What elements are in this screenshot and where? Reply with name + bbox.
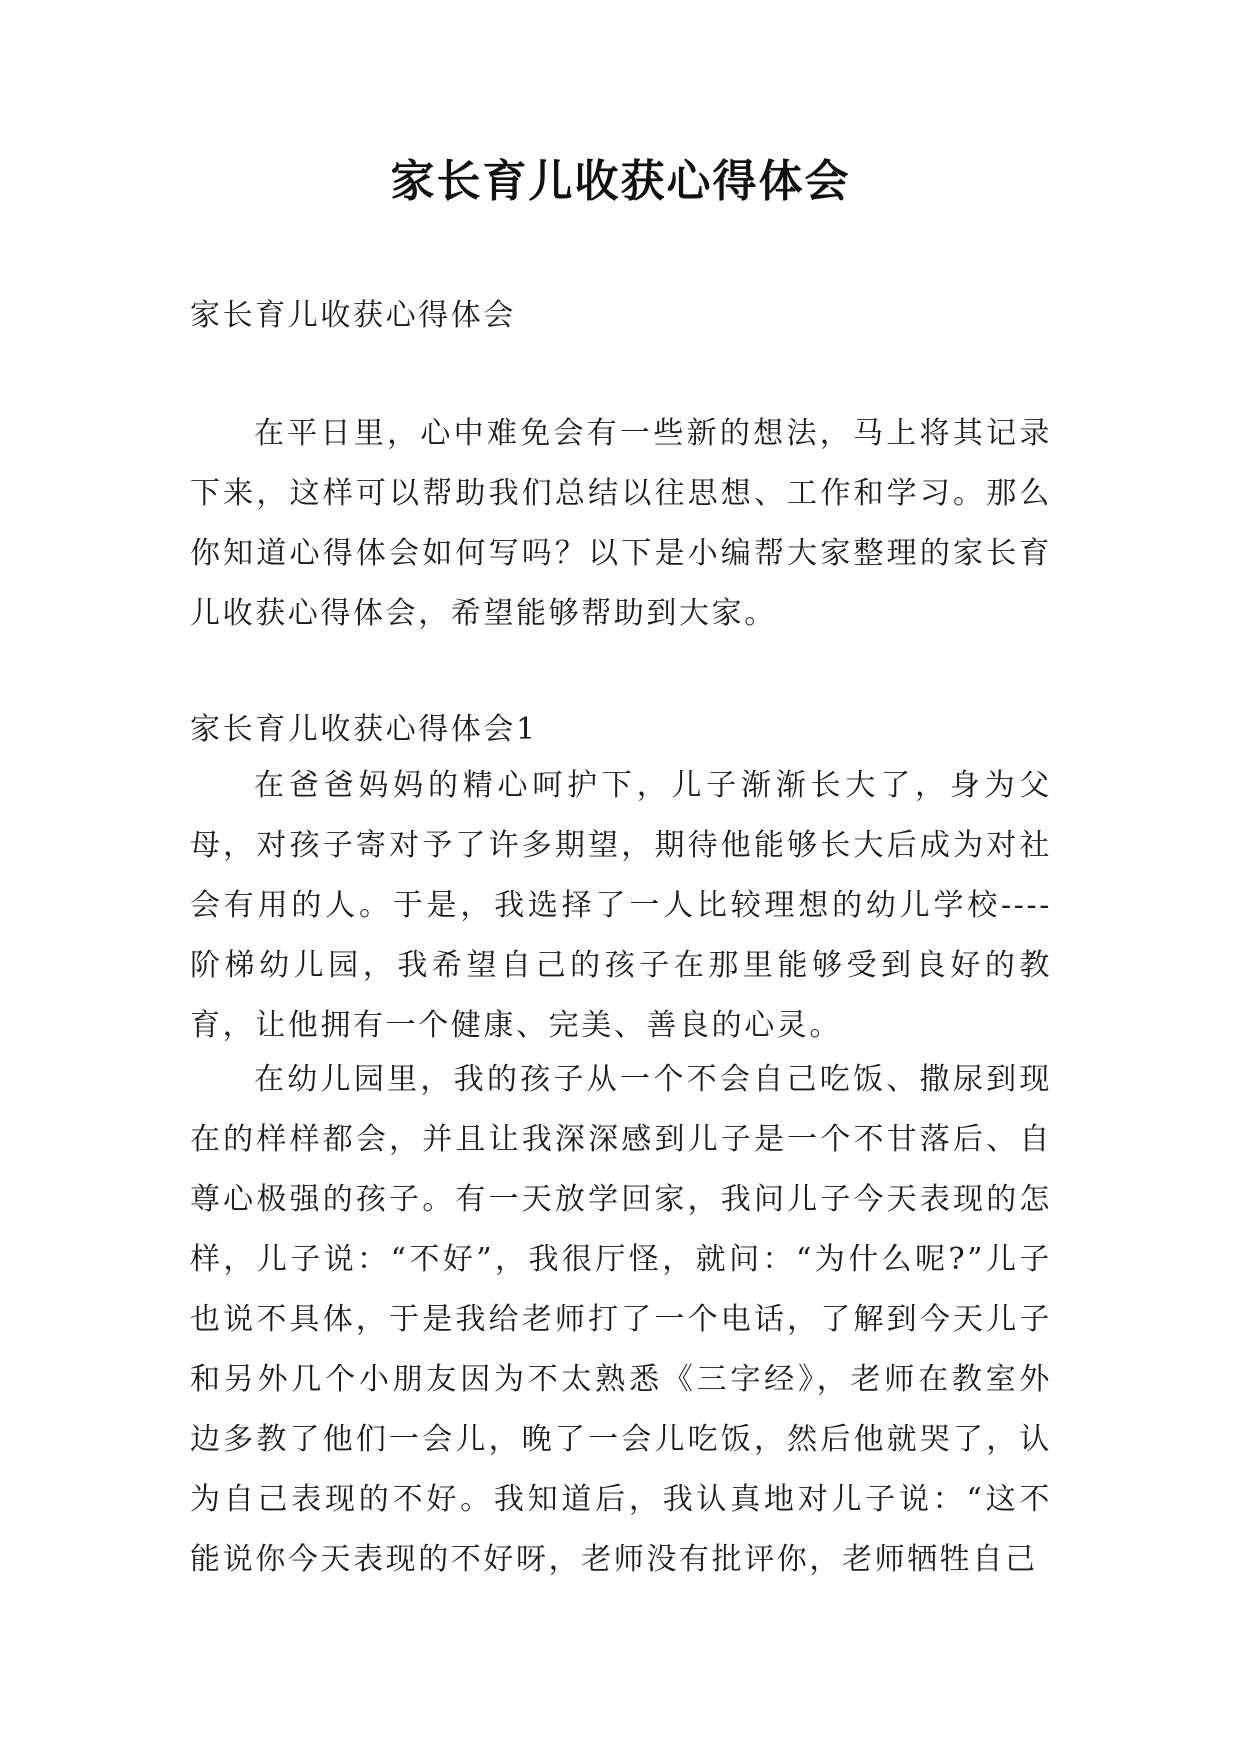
body-paragraph: 在爸爸妈妈的精心呵护下，儿子渐渐长大了，身为父母，对孩子寄对予了许多期望，期待他能够长大后成为对社会有用的人。于是，我选择了一人比较理想的幼儿学校----阶梯幼儿园，我希望自己的孩子在那里能够受到良好的教育，让他拥有一个健康、完美、善良的心灵。: [190, 768, 1052, 1043]
section-heading: 家长育儿收获心得体会1: [190, 712, 538, 747]
intro-paragraph: 在平日里，心中难免会有一些新的想法，马上将其记录下来，这样可以帮助我们总结以往思想、工作和学习。那么你知道心得体会如何写吗？以下是小编帮大家整理的家长育儿收获心得体会，希望能够帮助到大家。: [190, 416, 1052, 631]
body-paragraph: 在幼儿园里，我的孩子从一个不会自己吃饭、撒尿到现在的样样都会，并且让我深深感到儿子是一个不甘落后、自尊心极强的孩子。有一天放学回家，我问儿子今天表现的怎样，儿子说：“不好”，我很厅怪，就问：“为什么呢?”儿子也说不具体，于是我给老师打了一个电话，了解到今天儿子和另外几个小朋友因为不太熟悉《三字经》，老师在教室外边多教了他们一会儿，晚了一会儿吃饭，然后他就哭了，认为自己表现的不好。我知道后，我认真地对儿子说：“这不能说你今天表现的不好呀，老师没有批评你，老师牺牲自己: [190, 1062, 1052, 1577]
document-subtitle: 家长育儿收获心得体会: [190, 298, 516, 333]
document-title: 家长育儿收获心得体会: [390, 156, 851, 207]
